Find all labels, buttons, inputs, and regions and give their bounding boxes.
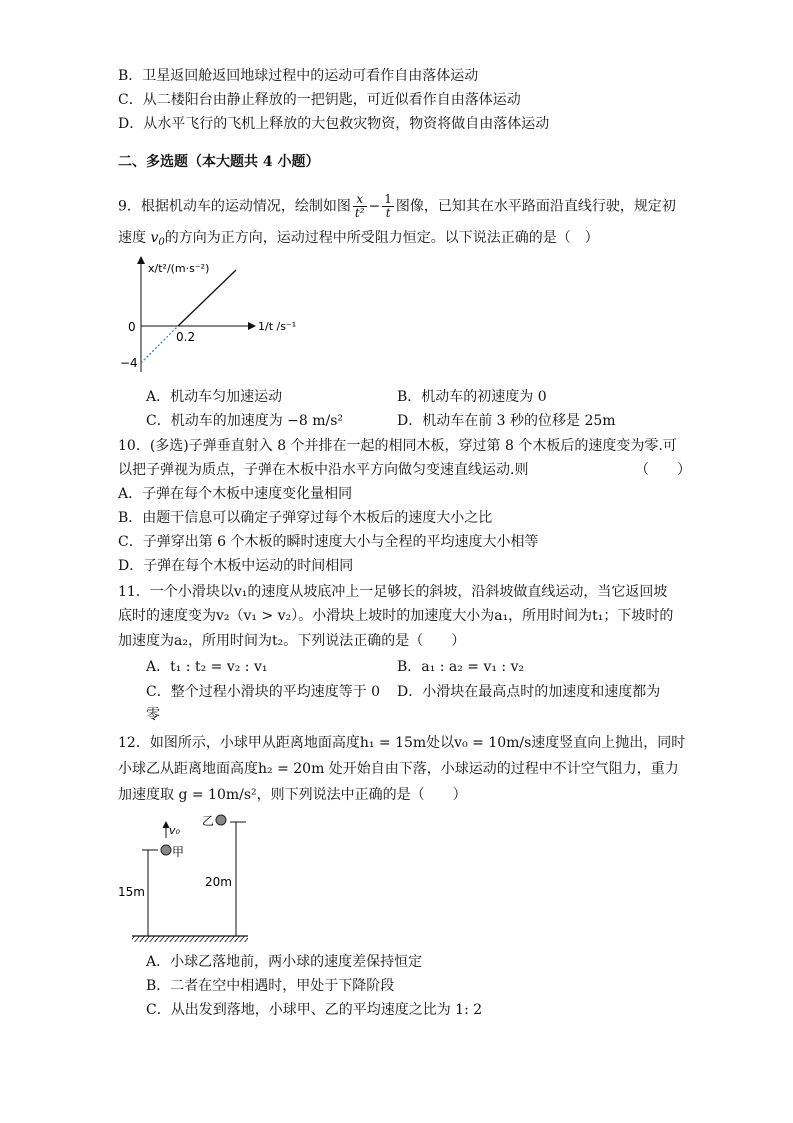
ball-b-label: 乙 — [202, 814, 215, 828]
q8-option-d: D．从水平飞行的飞机上释放的大包救灾物资，物资将做自由落体运动 — [118, 116, 550, 132]
q9-option-b: B．机动车的初速度为 0 — [397, 389, 547, 405]
q9-graph — [118, 252, 308, 382]
q9-x-tick: 0.2 — [176, 330, 196, 344]
q11-stem-line2: 底时的速度变为v₂（v₁ > v₂）。小滑块上坡时的加速度大小为a₁，所用时间为t₁；下坡时的 — [118, 608, 674, 624]
frac2-denominator: t — [385, 206, 391, 220]
q9-stem2-text-a: 速度 — [118, 230, 151, 246]
q10-option-b: B．由题干信息可以确定子弹穿过每个木板后的速度大小之比 — [118, 510, 493, 526]
q12-stem-line1: 12．如图所示，小球甲从距离地面高度h₁ = 15m处以v₀ = 10m/s速度竖直向上抛出，同时 — [118, 735, 686, 751]
q10-option-d: D．子弹在每个木板中运动的时间相同 — [118, 558, 354, 574]
q9-stem-line2 — [118, 228, 599, 253]
q11-stem-line1: 11．一个小滑块以v₁的速度从坡底冲上一足够长的斜坡，沿斜坡做直线运动，当它返回坡 — [118, 584, 668, 600]
q9-solid-line — [178, 270, 236, 326]
q9-v0-symbol: v — [150, 230, 159, 246]
h1-label: 15m — [118, 885, 145, 899]
frac1-numerator: x — [353, 193, 367, 207]
q12-stem-line3: 加速度取 g = 10m/s²，则下列说法中正确的是（ ） — [118, 787, 467, 803]
h2-label: 20m — [205, 875, 232, 889]
q8-option-c: C．从二楼阳台由静止释放的一把钥匙，可近似看作自由落体运动 — [118, 92, 521, 108]
q12-v0-label: v₀ — [169, 824, 180, 837]
q11-stem-line3: 加速度为a₂，所用时间为t₂。下列说法正确的是（ ） — [118, 633, 466, 649]
q9-stem-text-a: 9．根据机动车的运动情况，绘制如图 — [118, 198, 351, 215]
frac2-numerator: 1 — [384, 192, 392, 206]
q11-option-d-continued: 零 — [146, 707, 160, 723]
section-heading: 二、多选题（本大题共 4 小题） — [118, 154, 320, 170]
q9-stem-text-b: 图像，已知其在水平路面沿直线行驶，规定初 — [395, 198, 676, 215]
q11-option-b: B．a₁ : a₂ = v₁ : v₂ — [397, 659, 525, 675]
ball-b — [216, 815, 226, 825]
q12-option-a: A．小球乙落地前，两小球的速度差保持恒定 — [146, 954, 423, 970]
q9-x-axis-label: 1/t /s⁻¹ — [258, 320, 297, 333]
frac1-denominator: t² — [354, 206, 365, 220]
q9-option-d: D．机动车在前 3 秒的位移是 25m — [397, 413, 616, 429]
q12-figure — [118, 812, 258, 952]
q9-dashed-segment — [141, 326, 178, 363]
q10-answer-paren: （ ） — [635, 462, 691, 478]
q9-stem-line1 — [118, 193, 676, 220]
q9-fraction-x-over-t2 — [353, 193, 367, 220]
q9-option-a: A．机动车匀加速运动 — [146, 389, 283, 405]
q9-fraction-1-over-t — [382, 193, 394, 220]
ground-hatch — [132, 936, 248, 942]
q10-stem-line1: 10．(多选)子弹垂直射入 8 个并排在一起的相同木板，穿过第 8 个木板后的速度变为零.可 — [118, 438, 677, 454]
q12-option-b: B．二者在空中相遇时，甲处于下降阶段 — [146, 978, 395, 994]
q10-stem-line2: 以把子弹视为质点，子弹在木板中沿水平方向做匀变速直线运动.则 — [118, 462, 529, 478]
q8-option-b: B．卫星返回舱返回地球过程中的运动可看作自由落体运动 — [118, 68, 479, 84]
q9-y-tick: −4 — [120, 356, 138, 370]
q9-option-c: C．机动车的加速度为 −8 m/s² — [146, 413, 344, 429]
q9-stem2-text-b: 的方向为正方向，运动过程中所受阻力恒定。以下说法正确的是（ ） — [164, 230, 599, 246]
q11-option-a: A．t₁ : t₂ = v₂ : v₁ — [146, 659, 268, 675]
q9-origin-label: 0 — [128, 320, 136, 334]
q10-option-c: C．子弹穿出第 6 个木板的瞬时速度大小与全程的平均速度大小相等 — [118, 534, 539, 550]
q9-y-axis-label: x/t²/(m·s⁻²) — [148, 262, 210, 275]
q11-option-d: D．小滑块在最高点时的加速度和速度都为 — [397, 684, 661, 700]
ball-a-label: 甲 — [172, 845, 185, 859]
q11-option-c: C．整个过程小滑块的平均速度等于 0 — [146, 684, 381, 700]
q10-option-a: A．子弹在每个木板中速度变化量相同 — [118, 486, 353, 502]
q12-option-c: C．从出发到落地，小球甲、乙的平均速度之比为 1: 2 — [146, 1002, 483, 1018]
q12-stem-line2: 小球乙从距离地面高度h₂ = 20m 处开始自由下落，小球运动的过程中不计空气阻力，重力 — [118, 761, 679, 777]
ball-a — [161, 845, 171, 855]
q9-v0-subscript: 0 — [158, 237, 165, 248]
q9-dash: − — [368, 198, 381, 215]
